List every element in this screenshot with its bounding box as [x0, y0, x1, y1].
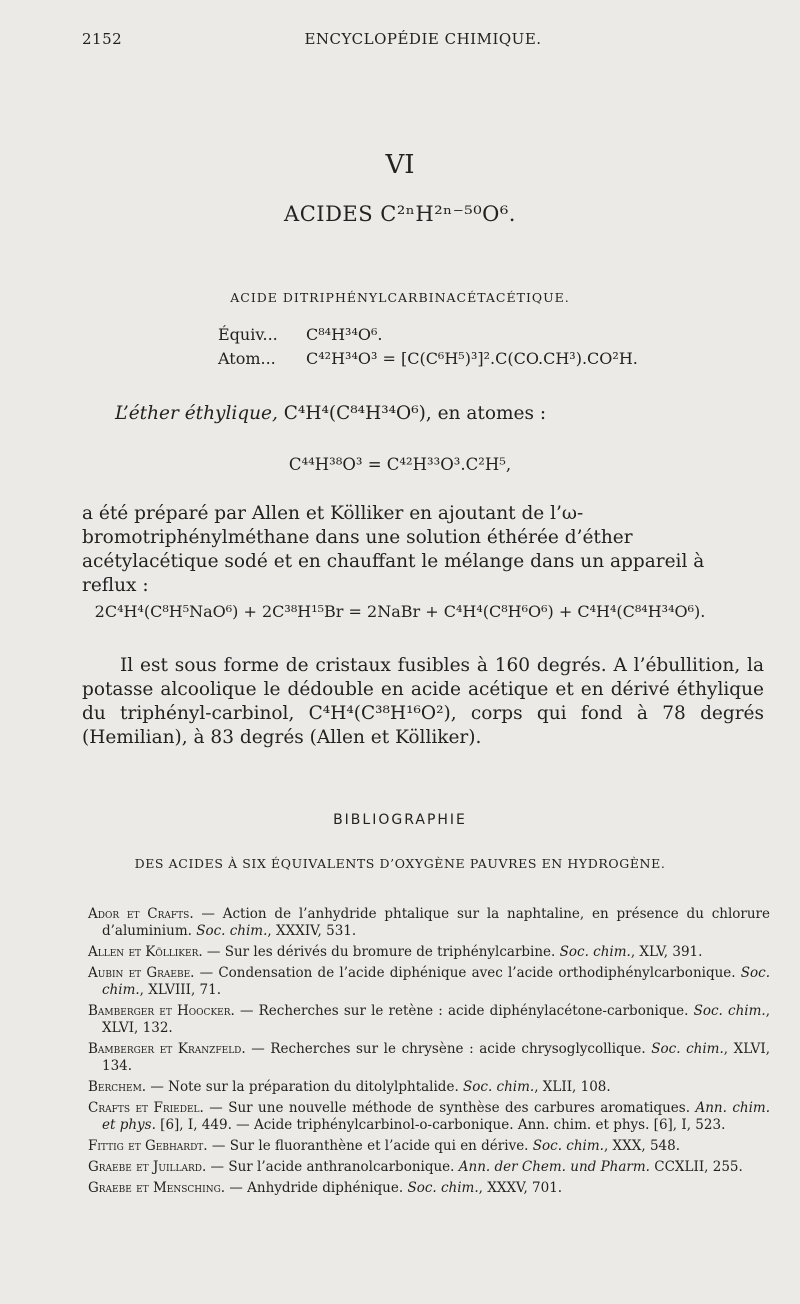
bibliography-entry: [88, 944, 770, 961]
bibliography-entry: [88, 1180, 770, 1197]
entry-ref: , XXXIV, 531.: [267, 923, 357, 939]
entry-text: — Condensation de l’acide diphénique avec l’acide orthodiphénylcarbonique.: [194, 965, 741, 981]
entry-ref: , XLII, 108.: [534, 1079, 611, 1095]
entry-journal: Soc. chim.: [407, 1180, 479, 1196]
bibliography-entry: [88, 1041, 770, 1075]
entry-text: — Action de l’anhydride phtalique sur la naphtaline, en présence du chlorure d’aluminium.: [102, 906, 770, 939]
reaction-equation: 2C⁴H⁴(C⁸H⁵NaO⁶) + 2C³⁸H¹⁵Br = 2NaBr + C⁴H⁴(C⁸H⁶O⁶) + C⁴H⁴(C⁸⁴H³⁴O⁶).: [94, 602, 706, 621]
bibliography-subtitle: DES ACIDES À SIX ÉQUIVALENTS D’OXYGÈNE PAUVRES EN HYDROGÈNE.: [134, 856, 666, 871]
bibliography-entry: [88, 1138, 770, 1155]
entry-text: — Recherches sur le retène : acide diphénylacétone-carbonique.: [234, 1003, 694, 1019]
entry-ref: , XXXV, 701.: [478, 1180, 563, 1196]
equiv-label: Équiv...: [218, 325, 278, 344]
entry-author: Bamberger et Hoocker.: [88, 1003, 235, 1019]
entry-text: — Recherches sur le chrysène : acide chrysoglycollique.: [245, 1041, 652, 1057]
entry-journal: Soc. chim.: [196, 923, 268, 939]
entry-text: — Sur l’acide anthranolcarbonique.: [206, 1159, 459, 1175]
entry-text: — Anhydride diphénique.: [225, 1180, 408, 1196]
entry-author: Fittig et Gebhardt.: [88, 1138, 208, 1154]
entry-ref: , XLV, 391.: [630, 944, 703, 960]
bibliography-entry: [88, 1079, 770, 1096]
entry-ref: CCXLII, 255.: [649, 1159, 743, 1175]
section-title: ACIDES C²ⁿH²ⁿ⁻⁵⁰O⁶.: [284, 202, 516, 226]
bibliography-list: [88, 906, 770, 1201]
entry-journal: Ann. der Chem. und Pharm.: [458, 1159, 650, 1175]
entry-author: Allen et Kölliker.: [88, 944, 203, 960]
entry-author: Graebe et Mensching.: [88, 1180, 226, 1196]
entry-text: — Sur les dérivés du bromure de triphénylcarbine.: [202, 944, 560, 960]
entry-author: Graebe et Juillard.: [88, 1159, 207, 1175]
entry-ref: , XXX, 548.: [603, 1138, 681, 1154]
entry-ref: , XLVIII, 71.: [139, 982, 222, 998]
page-header: [82, 30, 764, 54]
page-number: 2152: [82, 30, 123, 48]
entry-journal: Soc. chim.: [651, 1041, 724, 1057]
atom-label: Atom...: [218, 349, 276, 368]
section-number: VI: [385, 150, 415, 180]
entry-journal: Ann. chim. et phys.: [102, 1100, 770, 1133]
running-head: ENCYCLOPÉDIE CHIMIQUE.: [304, 30, 542, 48]
ether-lead: L’éther éthylique,: [115, 403, 278, 424]
bibliography-entry: [88, 906, 770, 940]
bibliography-entry: [88, 965, 770, 999]
bibliography-entry: [88, 1100, 770, 1134]
preparation-paragraph: a été préparé par Allen et Kölliker en ajoutant de l’ω-bromotriphénylméthane dans une solution éthérée d’éther acétylacétique sodé et en chauffant le mélange dans un appareil à reflux :: [82, 503, 705, 596]
ether-rest: C⁴H⁴(C⁸⁴H³⁴O⁶), en atomes :: [277, 403, 547, 424]
ether-paragraph: [115, 402, 764, 426]
entry-journal: Soc. chim.: [693, 1003, 766, 1019]
entry-author: Berchem.: [88, 1079, 147, 1095]
entry-ref: , XLVI, 132.: [102, 1003, 770, 1036]
entry-ref: [6], I, 449. — Acide triphénylcarbinol-o-carbonique. Ann. chim. et phys. [6], I, 523.: [155, 1117, 726, 1133]
entry-author: Ador et Crafts.: [88, 906, 194, 922]
ether-formula: C⁴⁴H³⁸O³ = C⁴²H³³O³.C²H⁵,: [288, 455, 512, 474]
entry-journal: Soc. chim.: [463, 1079, 535, 1095]
equiv-formula-line: [218, 325, 382, 344]
entry-journal: Soc. chim.: [559, 944, 631, 960]
entry-journal: Soc. chim.: [532, 1138, 604, 1154]
atom-formula-line: [218, 349, 638, 368]
atom-formula: C⁴²H³⁴O³ = [C(C⁶H⁵)³]².C(CO.CH³).CO²H.: [306, 349, 638, 368]
properties-paragraph: Il est sous forme de cristaux fusibles à 160 degrés. A l’ébullition, la potasse alcoolique le dédouble en acide acétique et en dérivé éthylique du triphényl-carbinol, C⁴H⁴(C³⁸H¹⁶O²), corps qui fond à 78 degrés (Hemilian), à 83 degrés (Allen et Kölliker).: [82, 655, 764, 748]
entry-text: — Note sur la préparation du ditolylphtalide.: [146, 1079, 464, 1095]
bibliography-entry: [88, 1159, 770, 1176]
entry-text: — Sur une nouvelle méthode de synthèse des carbures aromatiques.: [203, 1100, 696, 1116]
entry-ref: , XLVI, 134.: [102, 1041, 771, 1074]
equiv-formula: C⁸⁴H³⁴O⁶.: [306, 325, 383, 344]
compound-title: ACIDE DITRIPHÉNYLCARBINACÉTACÉTIQUE.: [230, 290, 570, 305]
entry-author: Bamberger et Kranzfeld.: [88, 1041, 246, 1057]
entry-text: — Sur le fluoranthène et l’acide qui en dérive.: [207, 1138, 533, 1154]
entry-journal: Soc. chim.: [102, 965, 770, 998]
entry-author: Aubin et Graebe.: [88, 965, 195, 981]
bibliography-entry: [88, 1003, 770, 1037]
entry-author: Crafts et Friedel.: [88, 1100, 204, 1116]
bibliography-title: BIBLIOGRAPHIE: [333, 812, 467, 828]
